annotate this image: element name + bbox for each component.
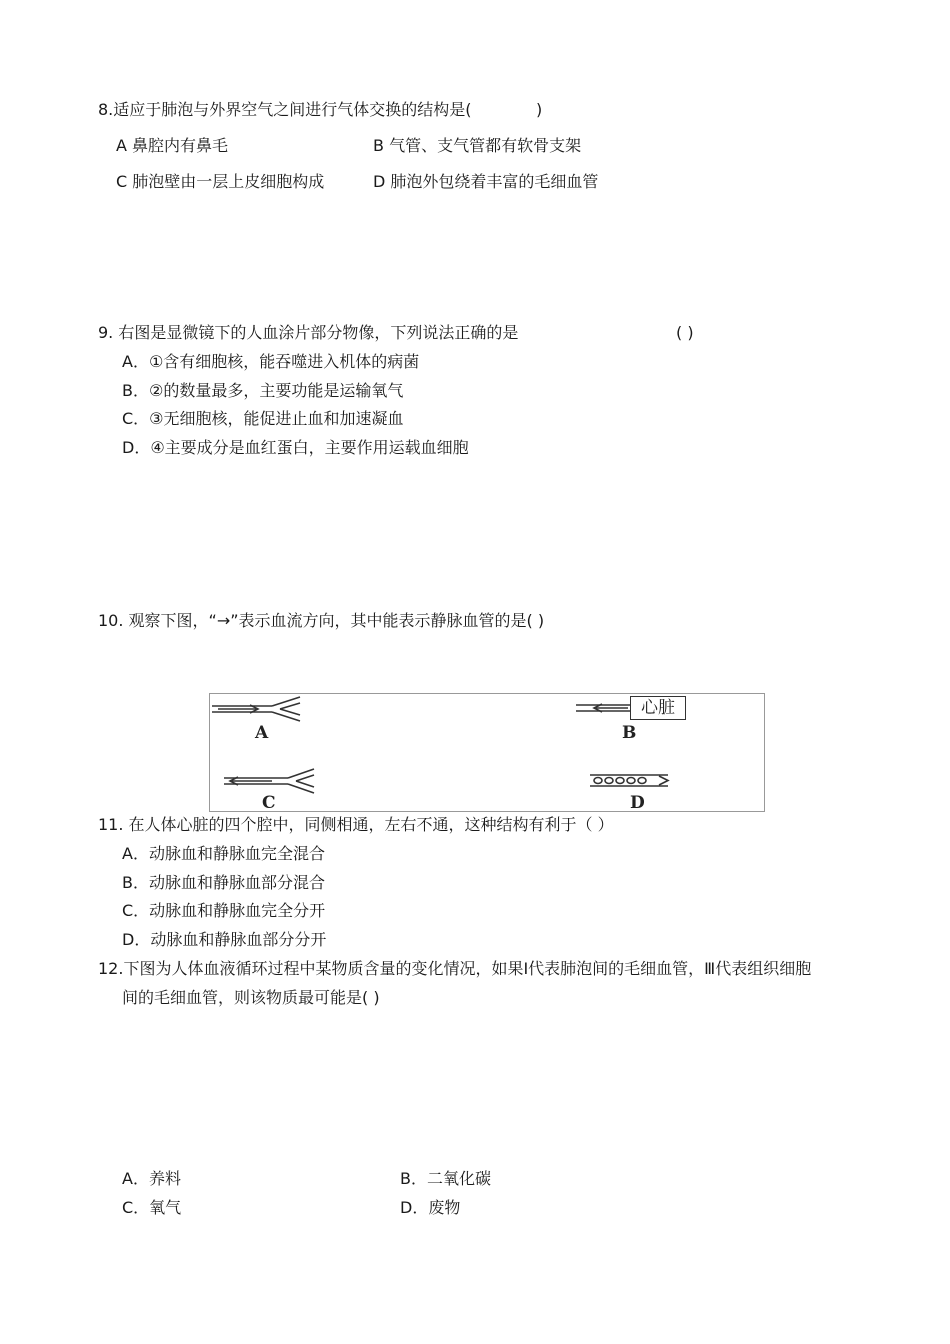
- blood-vessel-figure: [209, 693, 765, 812]
- q8-paren-close: ): [536, 100, 543, 119]
- q9-option-b: B．②的数量最多，主要功能是运输氧气: [122, 381, 404, 400]
- q12-option-d: D．废物: [400, 1198, 461, 1217]
- figure-label-a: A: [255, 723, 269, 743]
- q11-stem: 11. 在人体心脏的四个腔中，同侧相通，左右不通，这种结构有利于（ ）: [98, 815, 614, 834]
- q12-option-b: B．二氧化碳: [400, 1169, 491, 1188]
- figure-label-b: B: [622, 723, 637, 743]
- q9-option-d: D．④主要成分是血红蛋白，主要作用运载血细胞: [122, 438, 469, 457]
- q8-option-a: A 鼻腔内有鼻毛: [116, 136, 229, 155]
- q12-stem-line2: 间的毛细血管，则该物质最可能是( ): [122, 988, 380, 1007]
- q12-option-a: A．养料: [122, 1169, 181, 1188]
- q11-option-a: A．动脉血和静脉血完全混合: [122, 844, 325, 863]
- q8-stem: 8.适应于肺泡与外界空气之间进行气体交换的结构是(: [98, 100, 472, 119]
- figure-label-c: C: [262, 793, 276, 813]
- heart-label: 心脏: [630, 696, 686, 720]
- q9-option-c: C．③无细胞核，能促进止血和加速凝血: [122, 409, 404, 428]
- q8-option-c: C 肺泡壁由一层上皮细胞构成: [116, 172, 325, 191]
- q9-paren: ( ): [676, 323, 694, 342]
- q11-option-d: D．动脉血和静脉血部分分开: [122, 930, 327, 949]
- figure-label-d: D: [630, 793, 645, 813]
- q10-stem: 10. 观察下图，“→”表示血流方向，其中能表示静脉血管的是( ): [98, 611, 545, 630]
- vessel-c: [224, 769, 314, 793]
- q11-option-b: B．动脉血和静脉血部分混合: [122, 873, 325, 892]
- vessel-a: [212, 697, 300, 721]
- q8-option-d: D 肺泡外包绕着丰富的毛细血管: [373, 172, 599, 191]
- vessel-b: [576, 704, 630, 712]
- vessel-d: [590, 775, 668, 786]
- q11-option-c: C．动脉血和静脉血完全分开: [122, 901, 326, 920]
- q9-option-a: A．①含有细胞核，能吞噬进入机体的病菌: [122, 352, 420, 371]
- q9-stem: 9. 右图是显微镜下的人血涂片部分物像，下列说法正确的是: [98, 323, 519, 342]
- q12-option-c: C．氧气: [122, 1198, 182, 1217]
- q12-stem-line1: 12.下图为人体血液循环过程中某物质含量的变化情况，如果Ⅰ代表肺泡间的毛细血管，Ⅲ代表组织细胞: [98, 959, 812, 978]
- q8-option-b: B 气管、支气管都有软骨支架: [373, 136, 582, 155]
